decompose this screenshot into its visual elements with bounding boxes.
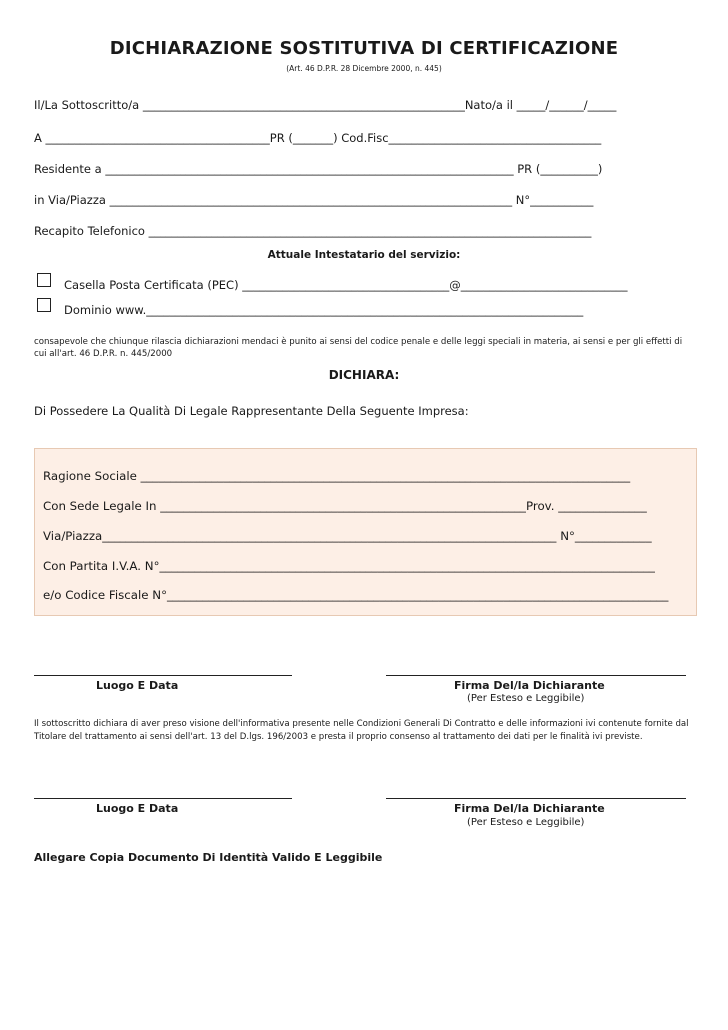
luogo-data-line-2[interactable] (34, 798, 292, 799)
firma-label-1: Firma Del/la Dichiarante (454, 679, 605, 692)
allegare-note: Allegare Copia Documento Di Identità Valido E Leggibile (34, 851, 383, 864)
luogo-pr-codfisc-field[interactable]: A _______________________________________PR (_______) Cod.Fisc_____________________________________ (34, 131, 602, 145)
firma-label-2: Firma Del/la Dichiarante (454, 802, 605, 815)
firma-line-1[interactable] (386, 675, 686, 676)
consapevole-text: consapevole che chiunque rilascia dichiarazioni mendaci è punito ai sensi del codice penale e delle leggi speciali in materia, ai sensi e per gli effetti di cui all'art. 46 D.P.R. n. 445/2000 (34, 337, 683, 359)
luogo-data-label-1: Luogo E Data (96, 679, 179, 692)
luogo-data-line-1[interactable] (34, 675, 292, 676)
sottoscritto-field[interactable]: Il/La Sottoscritto/a ________________________________________________________Nato/a il _____/______/_____ (34, 98, 617, 112)
luogo-data-label-2: Luogo E Data (96, 802, 179, 815)
impresa-via-field[interactable]: Via/Piazza_____________________________________________________________________________ N°_____________ (43, 529, 652, 543)
pec-checkbox[interactable] (37, 273, 51, 287)
document-subtitle: (Art. 46 D.P.R. 28 Dicembre 2000, n. 445) (286, 64, 442, 73)
firma-note-2: (Per Esteso e Leggibile) (467, 817, 585, 828)
firma-line-2[interactable] (386, 798, 686, 799)
intestatario-heading: Attuale Intestatario del servizio: (267, 249, 461, 261)
recapito-telefonico-field[interactable]: Recapito Telefonico _____________________________________________________________________________ (34, 224, 592, 238)
privacy-text: Il sottoscritto dichiara di aver preso visione dell'informativa presente nelle Condizioni Generali Di Contratto e delle informazioni ivi contenute fornite dal Titolare del trattamento ai sensi dell'art. 13 del D.lgs. 196/2003 e presta il proprio consenso al trattamento dei dati per le finalità ivi previste. (34, 719, 689, 742)
dominio-field[interactable]: Dominio www.____________________________________________________________________________ (64, 303, 584, 317)
dominio-checkbox[interactable] (37, 298, 51, 312)
pec-field[interactable]: Casella Posta Certificata (PEC) ____________________________________@_____________________________ (64, 278, 628, 292)
codice-fiscale-field[interactable]: e/o Codice Fiscale N°_____________________________________________________________________________________ (43, 588, 669, 602)
via-piazza-field[interactable]: in Via/Piazza ______________________________________________________________________ N°___________ (34, 193, 594, 207)
firma-note-1: (Per Esteso e Leggibile) (467, 693, 585, 704)
residente-field[interactable]: Residente a _______________________________________________________________________ PR (__________) (34, 162, 603, 176)
dichiara-statement: Di Possedere La Qualità Di Legale Rappresentante Della Seguente Impresa: (34, 404, 469, 418)
impresa-box (34, 448, 697, 616)
document-title: DICHIARAZIONE SOSTITUTIVA DI CERTIFICAZIONE (109, 38, 619, 59)
partita-iva-field[interactable]: Con Partita I.V.A. N°____________________________________________________________________________________ (43, 559, 655, 573)
ragione-sociale-field[interactable]: Ragione Sociale ___________________________________________________________________________________ (43, 469, 631, 483)
dichiara-heading: DICHIARA: (328, 368, 400, 382)
sede-legale-field[interactable]: Con Sede Legale In ______________________________________________________________Prov. _______________ (43, 499, 647, 513)
